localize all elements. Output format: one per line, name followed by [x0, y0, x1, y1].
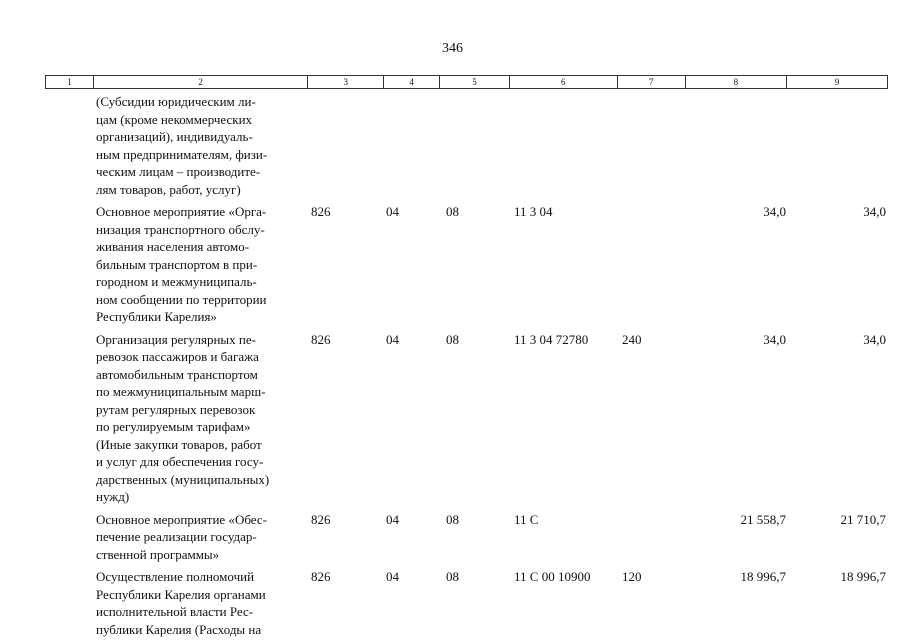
row-ministry-cell: 826: [311, 569, 331, 584]
row-amount-1-cell: 34,0: [763, 331, 786, 347]
header-col-2: 2: [94, 76, 308, 88]
row-target-cell: 11 С: [514, 511, 539, 527]
row-subsection-cell: 08: [446, 511, 459, 527]
row-section-cell: 04: [386, 569, 399, 584]
table-body: [45, 93, 888, 643]
row-target-cell: 11 С 00 10900: [514, 569, 591, 584]
row-amount-2-cell: 34,0: [863, 331, 886, 347]
table-row: [45, 511, 888, 564]
row-section-cell: 04: [386, 511, 399, 527]
header-col-9: 9: [834, 77, 840, 87]
row-subsection-cell: 08: [446, 569, 459, 584]
row-ministry-cell: 826: [311, 331, 331, 347]
row-amount-2-cell: 18 996,7: [840, 569, 886, 584]
row-section-cell: 04: [386, 331, 399, 347]
row-section-cell: 04: [386, 204, 399, 219]
header-col-8: 8: [686, 76, 788, 88]
row-subsection-cell: 08: [446, 204, 459, 219]
row-ministry-cell: 826: [311, 511, 331, 527]
row-amount-1-cell: 34,0: [763, 204, 786, 219]
row-name-cell: Осуществление полномочий Республики Карелия органами исполнительной власти Рес- публики Карелия (Расходы на: [96, 569, 266, 637]
header-col-7: 7: [618, 76, 686, 88]
row-expense-type-cell: 120: [622, 569, 642, 584]
table-row: [45, 203, 888, 326]
row-subsection-cell: 08: [446, 331, 459, 347]
row-expense-type-cell: 240: [622, 331, 642, 347]
header-col-4: 4: [384, 76, 440, 88]
header-col-6: 6: [510, 76, 618, 88]
row-amount-2-cell: 34,0: [863, 204, 886, 219]
row-name-cell: (Субсидии юридическим ли- цам (кроме некоммерческих организаций), индивидуаль- ным предпринимателям, физи- ческим лицам – производите- лям товаров, работ, услуг): [96, 94, 268, 197]
row-amount-1-cell: 21 558,7: [740, 511, 786, 527]
table-row: [45, 93, 888, 198]
row-target-cell: 11 3 04 72780: [514, 331, 589, 347]
header-col-5: 5: [440, 76, 510, 88]
table-header-row: [45, 75, 888, 89]
header-col-3: 3: [308, 76, 384, 88]
table-row: [45, 568, 888, 638]
row-amount-2-cell: 21 710,7: [840, 511, 886, 527]
row-name-cell: Основное мероприятие «Орга- низация транспортного обслу- живания населения автомо- бильным транспортом в при- городном и межмуниципаль- ном сообщении по территории Республики Карелия»: [96, 204, 267, 324]
row-name-cell: Организация регулярных пе- ревозок пассажиров и багажа автомобильным транспортом по межмуниципальным марш- рутам регулярных перевозок по регулируемым тарифам» (Иные закупки товаров, работ и услуг для обеспечения госу- дарственных (муниципальных) нужд): [96, 331, 270, 504]
row-ministry-cell: 826: [311, 204, 331, 219]
row-target-cell: 11 3 04: [514, 204, 553, 219]
row-name-cell: Основное мероприятие «Обес- печение реализации государ- ственной программы»: [96, 511, 267, 562]
header-col-1: 1: [46, 76, 94, 88]
row-amount-1-cell: 18 996,7: [740, 569, 786, 584]
page-number: 346: [442, 41, 463, 56]
table-row: [45, 331, 888, 506]
